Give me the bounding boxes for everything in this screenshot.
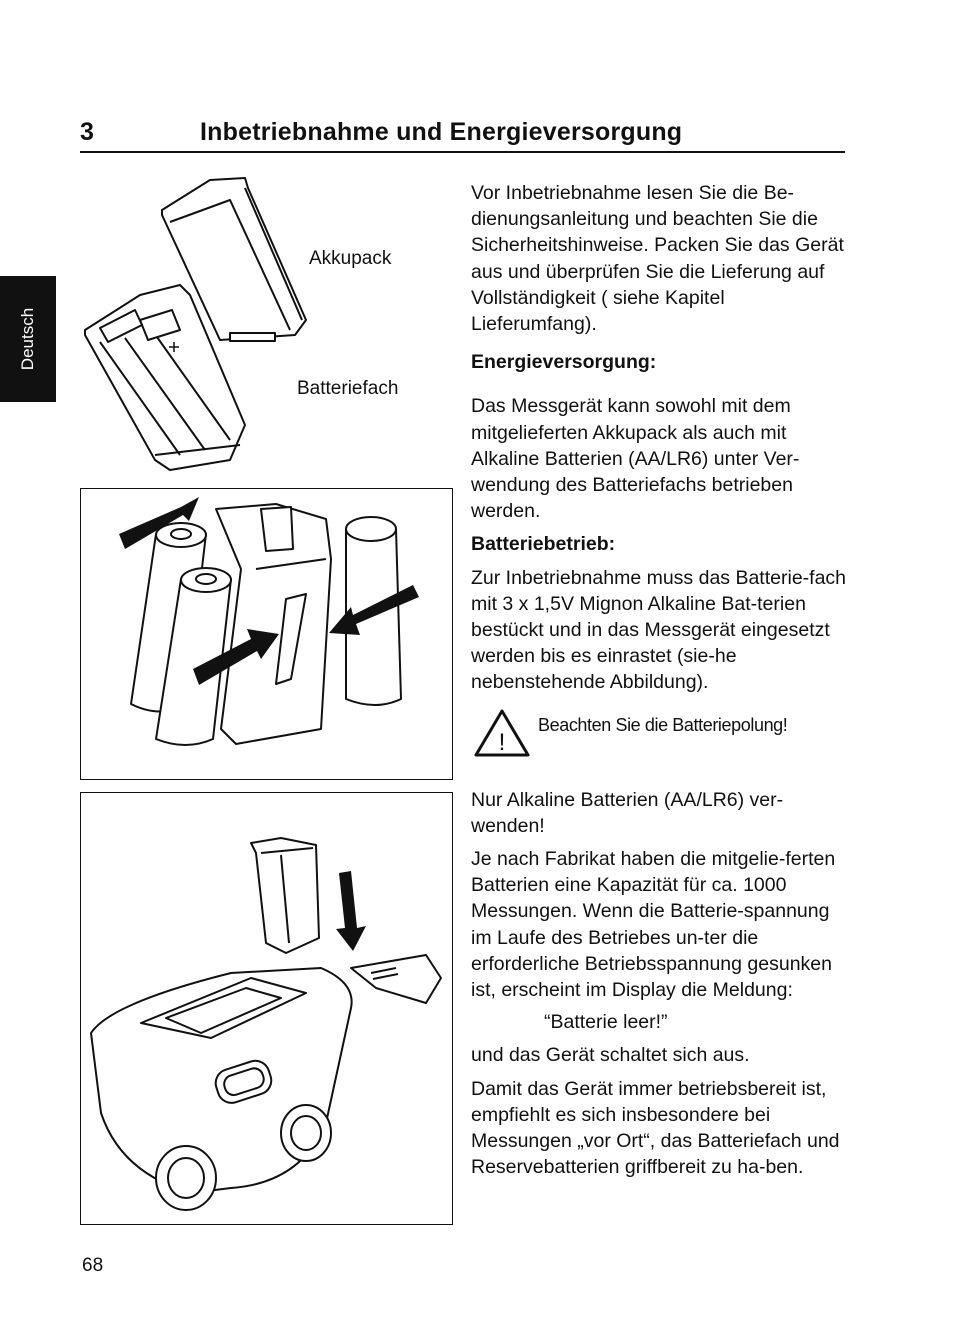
page-number: 68: [82, 1255, 104, 1276]
display-message: “Batterie leer!”: [544, 1011, 668, 1034]
warning-block: [471, 704, 846, 764]
heading-batteriebetrieb: Batteriebetrieb:: [471, 533, 616, 556]
shutdown-paragraph: und das Gerät schaltet sich aus.: [471, 1044, 750, 1067]
alkaline-only-paragraph: Nur Alkaline Batterien (AA/LR6) ver-wenden!: [471, 788, 784, 837]
label-akkupack: Akkupack: [309, 248, 392, 269]
intro-paragraph: Vor Inbetriebnahme lesen Sie die Be-dienungsanleitung und beachten Sie die Sicherheitshinweise. Packen Sie das Gerät aus und überprüfen Sie die Lieferung auf Vollständigkeit ( siehe Kapitel Lieferumfang).: [471, 182, 844, 336]
figure-device-insert: [80, 792, 453, 1225]
akkupack-batteriefach-illustration: [80, 170, 452, 475]
warning-text: Beachten Sie die Batteriepolung!: [538, 714, 788, 735]
language-tab-label: Deutsch: [18, 307, 37, 371]
label-batteriefach: Batteriefach: [297, 378, 399, 399]
capacity-paragraph: Je nach Fabrikat haben die mitgelie-ferten Batterien eine Kapazität für ca. 1000 Messungen. Wenn die Batterie-spannung im Laufe des Betriebes un-ter die erforderliche Betriebsspannung gesunken ist, erscheint im Display die Meldung:: [471, 848, 836, 1002]
figure-akkupack-batteriefach: [80, 170, 452, 475]
figure-insert-batteries: [80, 488, 453, 780]
heading-energieversorgung: Energieversorgung:: [471, 351, 657, 374]
battery-paragraph: Zur Inbetriebnahme muss das Batterie-fach mit 3 x 1,5V Mignon Alkaline Bat-terien bestückt und in das Messgerät eingesetzt werden bis es einrastet (sie-he nebenstehende Abbildung).: [471, 566, 847, 694]
warning-triangle-icon: [473, 708, 531, 758]
insert-batteries-illustration: [81, 489, 452, 779]
text-column: [471, 180, 846, 1181]
language-tab: [0, 276, 56, 402]
section-number: 3: [80, 118, 94, 146]
header-rule: [80, 151, 845, 153]
recommendation-paragraph: Damit das Gerät immer betriebsbereit ist, empfiehlt es sich insbesondere bei Messungen „vor Ort“, das Batteriefach und Reservebatterien griffbereit zu ha-ben.: [471, 1077, 840, 1179]
svg-text:!: !: [498, 728, 506, 756]
section-title: Inbetriebnahme und Energieversorgung: [200, 118, 683, 146]
energy-paragraph: Das Messgerät kann sowohl mit dem mitgelieferten Akkupack als auch mit Alkaline Batterien (AA/LR6) unter Ver-wendung des Batteriefachs betrieben werden.: [471, 395, 800, 523]
device-insert-illustration: [81, 793, 452, 1224]
